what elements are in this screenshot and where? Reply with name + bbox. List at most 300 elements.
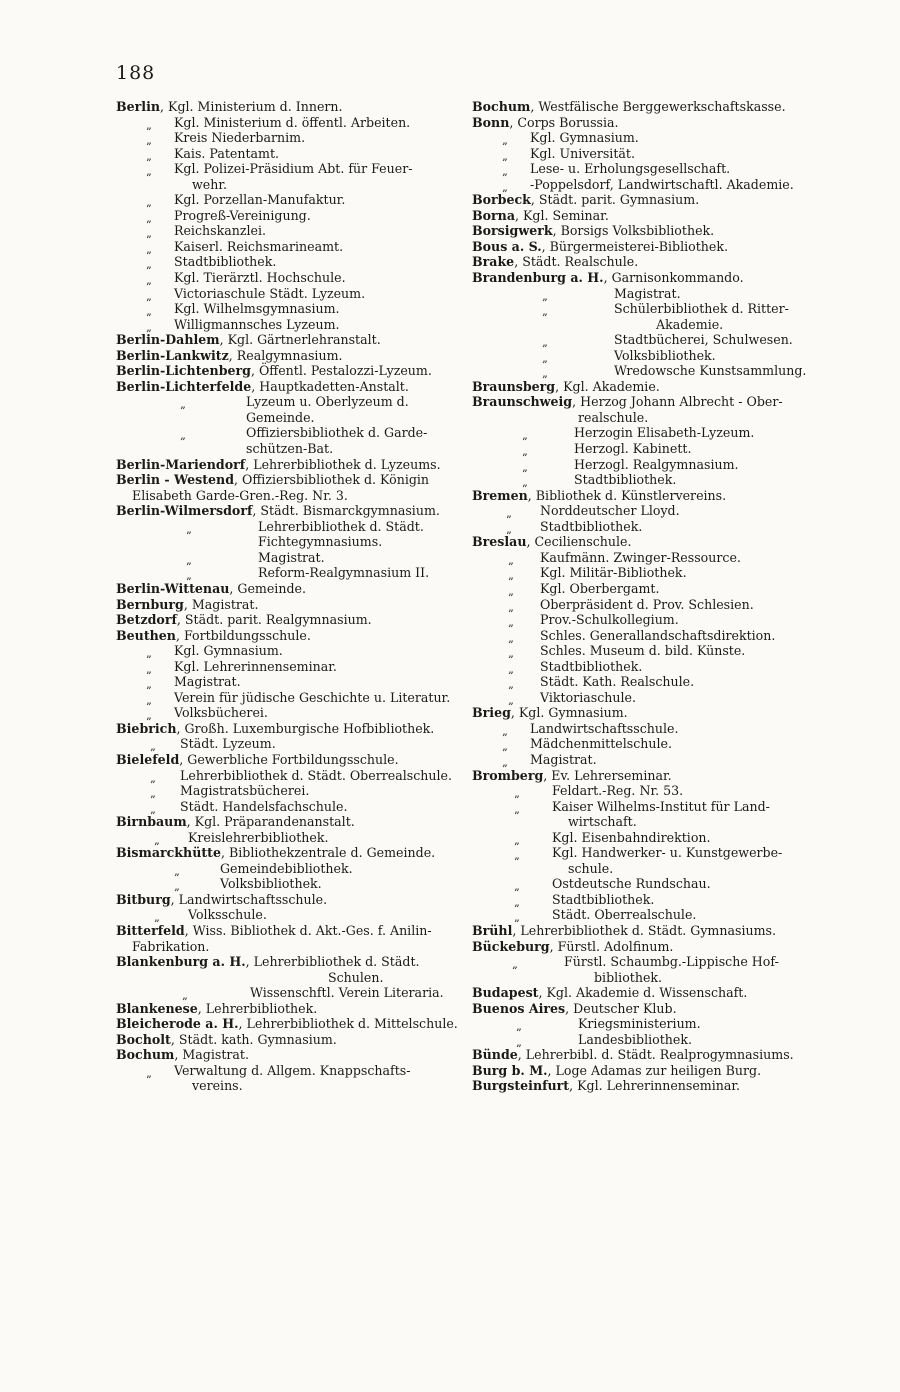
entry-continuation: Magistrat. [258,549,325,565]
entry-text [116,1047,249,1063]
entry-line [116,519,452,535]
entry-line [472,457,804,473]
ditto-mark: „ [508,553,514,567]
city-name: Bitterfeld [116,922,185,938]
entry-line [116,783,452,799]
entry-continuation: schützen-Bat. [246,441,334,457]
institution-name: , Westfälische Berggewerkschaftskasse. [530,99,786,114]
city-name: Berlin-Lichterfelde [116,378,252,394]
ditto-mark: „ [146,693,152,707]
entry-continuation: Magistrat. [174,674,241,690]
entry-continuation: Prov.-Schulkollegium. [540,612,679,628]
ditto-mark: „ [542,367,548,381]
entry-line [472,721,804,737]
city-name: Bitburg [116,891,171,907]
entry-continuation: Landwirtschaftsschule. [530,720,679,736]
entry-continuation: Kais. Patentamt. [174,145,280,161]
city-entry [472,379,804,395]
city-entry [472,1063,804,1079]
entry-line [472,892,804,908]
ditto-mark: „ [516,1020,522,1034]
ditto-mark: „ [146,196,152,210]
city-entry [472,192,804,208]
entry-line [472,876,804,892]
city-name: Blankenburg a. H. [116,954,246,970]
entry-line [472,690,804,706]
institution-name: , Bibliothek d. Künstlervereins. [527,487,727,503]
city-name: Brake [472,254,515,270]
entry-text [472,939,673,955]
entry-line [472,472,804,488]
entry-line [116,425,452,441]
entry-continuation: Magistrat. [614,285,681,301]
entry-line [472,674,804,690]
entry-line [472,410,804,426]
entry-text [472,985,747,1001]
entry-line [472,177,804,193]
ditto-mark: „ [146,647,152,661]
city-entry [116,721,452,737]
entry-continuation: Städt. Handelsfachschule. [180,798,348,814]
entry-continuation: Fabrikation. [132,938,210,954]
entry-continuation: Kgl. Polizei-Präsidium Abt. für Feuer- [174,161,413,177]
entry-line [116,239,452,255]
institution-name: , Städt. parit. Gymnasium. [530,192,700,208]
entry-text [472,768,672,784]
ditto-mark: „ [514,895,520,909]
entry-text [116,597,258,613]
city-name: Borbeck [472,192,531,208]
entry-continuation: wehr. [192,176,227,192]
entry-line [116,254,452,270]
entry-text [472,1001,677,1017]
city-name: Berlin-Wilmersdorf [116,503,253,519]
ditto-mark: „ [506,507,512,521]
entry-continuation: Herzogl. Realgymnasium. [574,456,739,472]
entry-line [472,1016,804,1032]
ditto-mark: „ [146,211,152,225]
entry-text [116,892,327,908]
right-column [472,99,807,1094]
entry-line [472,1032,804,1048]
city-name: Budapest [472,985,539,1001]
entry-line [116,192,452,208]
entry-line [472,643,804,659]
institution-name: , Gewerbliche Fortbildungsschule. [179,751,399,767]
city-entry [472,270,804,286]
ditto-mark: „ [502,740,508,754]
city-name: Bochum [472,99,531,114]
entry-line [116,161,452,177]
ditto-mark: „ [542,336,548,350]
entry-continuation: Stadtbibliothek. [540,658,643,674]
entry-continuation: Städt. Oberrealschule. [552,907,697,923]
ditto-mark: „ [514,849,520,863]
ditto-mark: „ [180,429,186,443]
city-name: Bocholt [116,1031,171,1047]
entry-continuation: Herzogin Elisabeth-Lyzeum. [574,425,755,441]
entry-text [472,923,776,939]
city-entry [472,208,804,224]
entry-continuation: Magistrat. [530,751,597,767]
entry-text [116,845,435,861]
ditto-mark: „ [514,802,520,816]
entry-continuation: Kgl. Universität. [530,145,635,161]
entry-line [116,301,452,317]
entry-line [472,161,804,177]
institution-name: , Borsigs Volksbibliothek. [552,223,715,239]
city-entry [472,99,804,115]
institution-name: , Herzog Johann Albrecht - Ober- [572,394,783,410]
city-name: Bromberg [472,767,544,783]
entry-text [116,1016,458,1032]
city-entry [116,752,452,768]
city-entry [472,115,804,131]
institution-name: , Ev. Lehrerseminar. [543,767,672,783]
institution-name: , Loge Adamas zur heiligen Burg. [547,1062,762,1078]
ditto-mark: „ [154,833,160,847]
entry-line [472,441,804,457]
entry-continuation: Magistratsbücherei. [180,783,310,799]
entry-continuation: Kgl. Ministerium d. öffentl. Arbeiten. [174,114,411,130]
city-name: Berlin [116,99,161,114]
entry-line [116,907,452,923]
entry-continuation: Ostdeutsche Rundschau. [552,876,711,892]
institution-name: , Magistrat. [174,1047,249,1063]
ditto-mark: „ [506,522,512,536]
ditto-mark: „ [508,693,514,707]
ditto-mark: „ [502,149,508,163]
ditto-mark: „ [146,662,152,676]
entry-continuation: vereins. [192,1078,243,1094]
entry-continuation: Kgl. Gymnasium. [174,643,283,659]
entry-continuation: Kaufmänn. Zwinger-Ressource. [540,549,741,565]
entry-continuation: schule. [568,860,614,876]
institution-name: , Großh. Luxemburgische Hofbibliothek. [176,720,435,736]
city-name: Berlin-Dahlem [116,332,220,348]
city-name: Bochum [116,1047,175,1063]
city-entry [116,99,452,115]
entry-line [116,690,452,706]
entry-continuation: Kgl. Tierärztl. Hochschule. [174,270,346,286]
ditto-mark: „ [508,662,514,676]
entry-continuation: Gemeinde. [246,409,315,425]
institution-name: , Offiziersbibliothek d. Königin [234,472,430,488]
entry-text [116,472,429,488]
entry-continuation: Kgl. Handwerker- u. Kunstgewerbe- [552,845,783,861]
entry-continuation: Akademie. [656,316,724,332]
entry-continuation: Verwaltung d. Allgem. Knappschafts- [174,1062,411,1078]
ditto-mark: „ [542,305,548,319]
city-name: Braunsberg [472,378,556,394]
entry-line [472,581,804,597]
entry-continuation: Mädchenmittelschule. [530,736,672,752]
ditto-mark: „ [522,429,528,443]
ditto-mark: „ [150,771,156,785]
city-entry [116,472,452,488]
ditto-mark: „ [180,398,186,412]
entry-line [472,301,804,317]
ditto-mark: „ [146,165,152,179]
entry-line [116,394,452,410]
left-column [116,99,458,1094]
entry-continuation: -Poppelsdorf, Landwirtschaftl. Akademie. [530,176,794,192]
entry-continuation: Schulen. [328,969,384,985]
entry-text [116,752,399,768]
ditto-mark: „ [146,242,152,256]
entry-text [116,721,434,737]
entry-line [116,1078,452,1094]
ditto-mark: „ [508,616,514,630]
city-name: Burgsteinfurt [472,1078,570,1094]
city-name: Borna [472,207,515,223]
entry-text [472,1063,761,1079]
entry-continuation: Stadtbibliothek. [540,518,643,534]
ditto-mark: „ [542,289,548,303]
institution-name: , Wiss. Bibliothek d. Akt.-Ges. f. Anilin- [184,922,432,938]
city-entry [472,768,804,784]
entry-continuation: Kgl. Oberbergamt. [540,580,660,596]
ditto-mark: „ [516,1035,522,1049]
ditto-mark: „ [146,320,152,334]
entry-line [116,861,452,877]
entry-line [116,208,452,224]
entry-continuation: Kgl. Lehrerinnenseminar. [174,658,337,674]
city-name: Blankenese [116,1000,198,1016]
entry-line [116,286,452,302]
entry-continuation: Verein für jüdische Geschichte u. Literatur. [174,689,451,705]
entry-continuation: Wredowsche Kunstsammlung. [614,363,807,379]
city-entry [472,1047,804,1063]
city-entry [472,394,804,410]
entry-line [116,768,452,784]
ditto-mark: „ [502,134,508,148]
city-entry [116,1001,452,1017]
ditto-mark: „ [514,880,520,894]
institution-name: , Lehrerbibliothek d. Städt. [245,954,420,970]
entry-continuation: Viktoriaschule. [540,689,636,705]
ditto-mark: „ [150,802,156,816]
entry-text [472,534,632,550]
institution-name: , Cecilienschule. [526,534,632,550]
institution-name: , Öffentl. Pestalozzi-Lyzeum. [250,363,432,379]
city-entry [116,363,452,379]
institution-name: , Kgl. Gärtnerlehranstalt. [219,332,381,348]
institution-name: , Corps Borussia. [509,114,619,130]
city-entry [116,954,452,970]
institution-name: , Lehrerbibliothek d. Städt. Gymnasiums. [512,922,777,938]
entry-text [116,628,311,644]
city-name: Bous a. S. [472,238,542,254]
entry-line [116,177,452,193]
institution-name: , Hauptkadetten-Anstalt. [251,378,409,394]
entry-continuation: Landesbibliothek. [578,1031,693,1047]
city-name: Breslau [472,534,527,550]
ditto-mark: „ [146,134,152,148]
institution-name: , Landwirtschaftsschule. [170,891,328,907]
entry-text [472,270,744,286]
city-entry [472,939,804,955]
entry-text [472,239,728,255]
entry-line [116,643,452,659]
city-entry [472,705,804,721]
institution-name: , Lehrerbibliothek d. Mittelschule. [238,1016,458,1032]
institution-name: , Deutscher Klub. [565,1000,677,1016]
city-entry [116,503,452,519]
institution-name: , Fortbildungsschule. [175,627,311,643]
city-entry [116,1032,452,1048]
entry-line [472,519,804,535]
entry-line [472,830,804,846]
city-entry [472,488,804,504]
city-entry [116,1016,458,1032]
ditto-mark: „ [146,709,152,723]
entry-line [116,410,452,426]
entry-text [116,581,306,597]
entry-line [472,752,804,768]
entry-continuation: Stadtbücherei, Schulwesen. [614,332,793,348]
city-entry [116,923,452,939]
entry-continuation: Oberpräsident d. Prov. Schlesien. [540,596,754,612]
entry-continuation: Herzogl. Kabinett. [574,441,692,457]
entry-line [116,115,452,131]
ditto-mark: „ [502,755,508,769]
ditto-mark: „ [514,911,520,925]
ditto-mark: „ [146,274,152,288]
ditto-mark: „ [174,864,180,878]
entry-line [116,939,452,955]
entry-line [472,783,804,799]
city-entry [472,254,804,270]
entry-continuation: Kgl. Porzellan-Manufaktur. [174,192,346,208]
city-entry [116,332,452,348]
city-name: Burg b. M. [472,1062,548,1078]
city-name: Buenos Aires [472,1000,566,1016]
entry-continuation: wirtschaft. [568,814,637,830]
ditto-mark: „ [146,149,152,163]
city-name: Bremen [472,487,528,503]
entry-line [116,799,452,815]
entry-continuation: Kgl. Gymnasium. [530,130,639,146]
city-name: Brandenburg a. H. [472,270,604,286]
entry-continuation: realschule. [578,409,649,425]
entry-line [472,845,804,861]
entry-line [472,628,804,644]
institution-name: , Städt. kath. Gymnasium. [170,1031,337,1047]
entry-line [472,317,804,333]
institution-name: , Fürstl. Adolfinum. [549,938,674,954]
city-name: Berlin-Mariendorf [116,456,246,472]
ditto-mark: „ [542,351,548,365]
ditto-mark: „ [182,989,188,1003]
entry-text [116,923,432,939]
institution-name: , Lehrerbibliothek. [197,1000,318,1016]
institution-name: , Kgl. Lehrerinnenseminar. [569,1078,741,1094]
entry-line [472,130,804,146]
city-name: Bielefeld [116,751,180,767]
entry-text [116,379,409,395]
institution-name: , Kgl. Präparandenanstalt. [186,814,355,830]
page-number: 188 [116,62,156,84]
ditto-mark: „ [146,678,152,692]
entry-continuation: Volksbibliothek. [614,347,716,363]
entry-continuation: Offiziersbibliothek d. Garde- [246,425,428,441]
entry-line [116,736,452,752]
institution-name: , Städt. Bismarckgymnasium. [252,503,440,519]
institution-name: , Bürgermeisterei-Bibliothek. [541,238,728,254]
entry-continuation: Willigmannsches Lyzeum. [174,316,340,332]
city-name: Bünde [472,1047,518,1063]
entry-line [116,146,452,162]
city-name: Borsigwerk [472,223,553,239]
entry-line [116,985,452,1001]
entry-text [472,1047,794,1063]
ditto-mark: „ [186,569,192,583]
entry-line [472,565,804,581]
entry-continuation: Stadtbibliothek. [174,254,277,270]
entry-continuation: Schülerbibliothek d. Ritter- [614,301,789,317]
city-name: Brieg [472,705,511,721]
city-entry [116,457,452,473]
ditto-mark: „ [150,740,156,754]
city-name: Betzdorf [116,612,177,628]
institution-name: , Realgymnasium. [228,347,343,363]
entry-continuation: Gemeindebibliothek. [220,860,353,876]
entry-text [116,503,440,519]
entry-text [116,814,355,830]
entry-line [472,736,804,752]
city-name: Bernburg [116,596,184,612]
entry-line [116,659,452,675]
entry-text [116,332,381,348]
institution-name: , Lehrerbibliothek d. Lyzeums. [245,456,441,472]
entry-text [472,223,714,239]
entry-line [472,146,804,162]
entry-line [472,550,804,566]
city-entry [116,348,452,364]
entry-continuation: Feldart.-Reg. Nr. 53. [552,783,684,799]
entry-line [116,317,452,333]
entry-continuation: Stadtbibliothek. [574,472,677,488]
entry-line [116,565,452,581]
entry-continuation: Victoriaschule Städt. Lyzeum. [174,285,366,301]
city-name: Biebrich [116,720,177,736]
ditto-mark: „ [508,647,514,661]
ditto-mark: „ [522,476,528,490]
city-name: Braunschweig [472,394,573,410]
entry-continuation: Lehrerbibliothek d. Städt. Oberrealschule. [180,767,452,783]
entry-continuation: Kaiser Wilhelms-Institut für Land- [552,798,770,814]
entry-text [472,705,628,721]
entry-continuation: Volksschule. [188,907,267,923]
entry-line [116,1063,452,1079]
entry-line [116,223,452,239]
entry-text [472,208,609,224]
city-entry [116,628,452,644]
entry-continuation: Schles. Museum d. bild. Künste. [540,643,746,659]
ditto-mark: „ [508,600,514,614]
entry-continuation: Reichskanzlei. [174,223,266,239]
institution-name: , Garnisonkommando. [603,270,744,286]
entry-continuation: Lehrerbibliothek d. Städt. [258,518,424,534]
institution-name: , Städt. Realschule. [514,254,639,270]
city-entry [472,923,804,939]
entry-line [116,876,452,892]
entry-continuation: Lyzeum u. Oberlyzeum d. [246,394,409,410]
entry-continuation: bibliothek. [594,969,663,985]
city-name: Berlin-Lankwitz [116,347,229,363]
city-name: Bückeburg [472,938,550,954]
